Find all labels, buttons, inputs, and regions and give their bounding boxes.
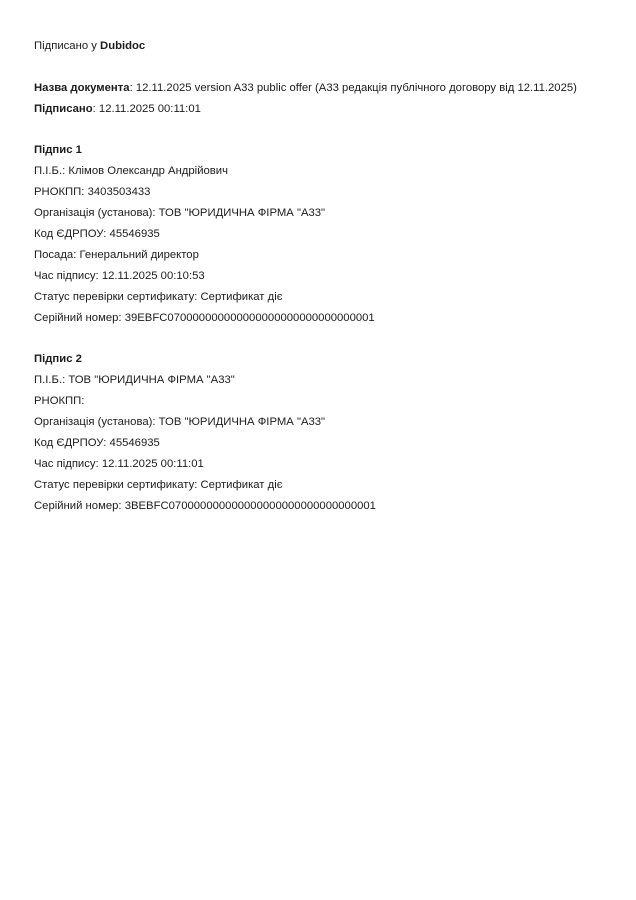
field-label: Серійний номер: [34, 500, 122, 512]
field-label: Код ЄДРПОУ: [34, 228, 107, 240]
signature-2-field-edrpou [34, 433, 602, 454]
signed-with-prefix: Підписано у [34, 40, 101, 52]
signature-2-field-cert-status [34, 475, 602, 496]
document-signed-separator: : [92, 103, 99, 115]
field-label: Статус перевірки сертификату: [34, 291, 198, 303]
signed-with-line [34, 36, 602, 57]
field-value: 12.11.2025 00:11:01 [101, 458, 204, 470]
spacer-after-header [34, 57, 602, 78]
field-label: РНОКПП: [34, 186, 85, 198]
field-label: П.І.Б.: [34, 165, 66, 177]
signature-1-field-cert-status [34, 287, 602, 308]
field-value: 39EBFC070000000000000000000000000000001 [124, 312, 375, 324]
signature-2-field-organization [34, 412, 602, 433]
field-value: 3BEBFC070000000000000000000000000000001 [124, 500, 376, 512]
field-value: 12.11.2025 00:10:53 [101, 270, 205, 282]
field-label: П.І.Б.: [34, 374, 66, 386]
signature-2-field-rnokpp [34, 391, 602, 412]
document-signed-row [34, 99, 602, 120]
field-value: Клімов Олександр Андрійович [68, 165, 228, 177]
field-label: Код ЄДРПОУ: [34, 437, 107, 449]
field-label: Організація (установа): [34, 207, 156, 219]
signature-2-field-sign-time [34, 454, 602, 475]
signature-1-title: Підпис 1 [34, 144, 82, 156]
field-label: Час підпису: [34, 270, 99, 282]
field-label: РНОКПП: [34, 395, 85, 407]
field-value: ТОВ "ЮРИДИЧНА ФІРМА "А33" [68, 374, 235, 386]
field-value: Сертификат діє [200, 479, 283, 491]
field-value: ТОВ "ЮРИДИЧНА ФІРМА "А33" [158, 416, 326, 428]
signature-1-field-fullname [34, 161, 602, 182]
signature-2-title: Підпис 2 [34, 353, 82, 365]
document-signed-label: Підписано [34, 103, 93, 115]
spacer-before-signature-1 [34, 120, 602, 140]
signature-2-field-fullname [34, 370, 602, 391]
field-label: Статус перевірки сертификату: [34, 479, 198, 491]
signature-1-field-organization [34, 203, 602, 224]
signature-1-field-edrpou [34, 224, 602, 245]
document-name-row [34, 78, 594, 99]
signature-1-field-sign-time [34, 266, 602, 287]
field-value: Сертификат діє [200, 291, 283, 303]
field-label: Посада: [34, 249, 77, 261]
document-name-label: Назва документа [34, 82, 130, 94]
document-signed-value: 12.11.2025 00:11:01 [98, 103, 201, 115]
document-name-separator: : [129, 82, 136, 94]
field-value: 3403503433 [87, 186, 151, 198]
signature-2-field-serial [34, 496, 602, 517]
signature-1-field-rnokpp [34, 182, 602, 203]
signature-1-field-serial [34, 308, 602, 329]
spacer-before-signature-2 [34, 329, 602, 349]
field-value: 45546935 [109, 437, 160, 449]
service-name: Dubidoc [100, 40, 146, 52]
signature-1-field-position [34, 245, 602, 266]
field-label: Серійний номер: [34, 312, 122, 324]
field-value: ТОВ "ЮРИДИЧНА ФІРМА "А33" [158, 207, 326, 219]
field-label: Організація (установа): [34, 416, 156, 428]
field-value: Генеральний директор [79, 249, 199, 261]
field-value: 45546935 [109, 228, 160, 240]
field-label: Час підпису: [34, 458, 99, 470]
document-name-value: 12.11.2025 version A33 public offer (A33 редакція публічного договору від 12.11.2025) [135, 82, 577, 94]
